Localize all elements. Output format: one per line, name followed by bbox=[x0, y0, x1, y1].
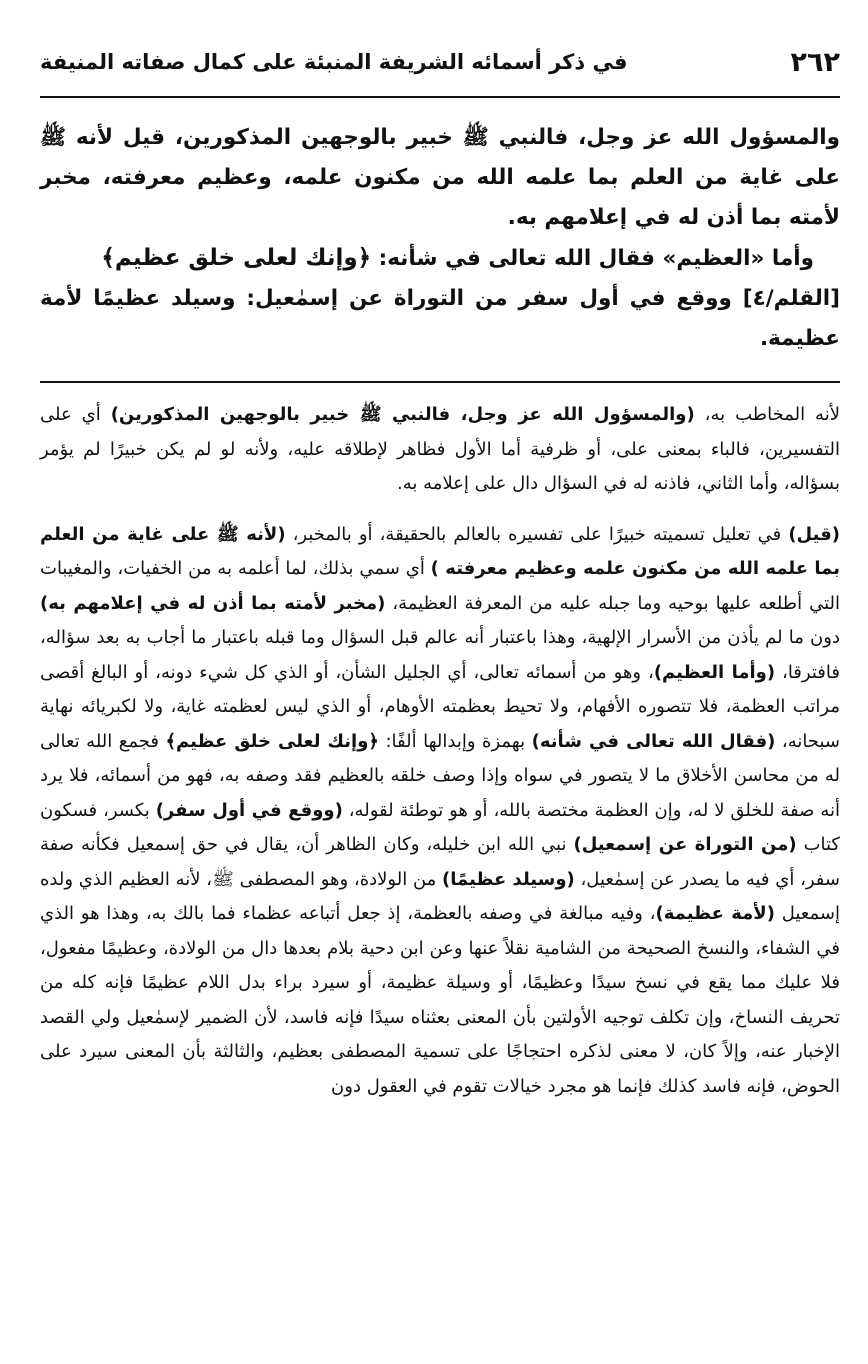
quoted-matn: (من التوراة عن إسمعيل) bbox=[573, 834, 797, 855]
commentary-text: لأنه المخاطب به، bbox=[694, 404, 840, 425]
commentary-block bbox=[40, 398, 840, 1104]
header-divider bbox=[40, 96, 840, 98]
quoted-matn: (ووقع في أول سفر) bbox=[155, 799, 343, 821]
quoted-matn: (لأنه ﷺ على غاية من العلم بما علمه الله من مكنون علمه وعظيم معرفته ) bbox=[40, 523, 841, 579]
quran-verse: ﴿وإنك لعلى خلق عظيم﴾ bbox=[101, 245, 372, 271]
main-paragraph-3: [القلم/٤] ووقع في أول سفر من التوراة عن إسمٰعيل: وسيلد عظيمًا لأمة عظيمة. bbox=[40, 286, 840, 351]
page-header bbox=[40, 36, 840, 88]
commentary-text: دون ما لم يأذن من الأسرار الإلهية، وهذا باعتبار أنه عالم قبل السؤال وما قبله باعتبار ما أجاب به بعد سؤاله، فافترقا، bbox=[40, 627, 840, 683]
commentary-text: ، وفيه مبالغة في وصفه بالعظمة، إذ جعل أتباعه عظماء فما بالك به، وهذا هو الذي في الشفاء، والنسخ الصحيحة من الشامية نقلاً عنها وعن ابن دحية بلام بعدها دال من الولادة، وعظيمًا مفعول، فلا عليك مما يقع في نسخ سيدًا وعظيمًا، أو وسيلة عظيمة، أو سيرد براء بدل اللام عظيمًا فإنه كله من تحريف النساخ، وإن تكلف توجيه الأولتين بأن المعنى بعثناه سيدًا فإنه فاسد، لأن الضمير لإسمٰعيل ولي القصد الإخبار عنه، وإلاً كان، لا معنى لذكره احتجاجًا على تسمية المصطفى بعظيم، والثالثة بأن المعنى سيرد على الحوض، فإنه فاسد كذلك فإنما هو مجرد خيالات تقوم في العقول دون bbox=[40, 903, 840, 1097]
commentary-text: أي سمي بذلك، لما أعلمه به من الخفيات، والمغيبات التي أطلعه عليها بوحيه وما جبله عليه من المعرفة العظيمة، bbox=[40, 558, 840, 614]
quoted-matn: (فقال الله تعالى في شأنه) bbox=[531, 730, 776, 752]
commentary-text: في تعليل تسميته خبيرًا على تفسيره بالعالم بالحقيقة، أو بالمخبر، bbox=[285, 523, 789, 545]
main-paragraph-1: والمسؤول الله عز وجل، فالنبي ﷺ خبير بالوجهين المذكورين، قيل لأنه ﷺ على غاية من العلم بما علمه الله من مكنون علمه، وعظيم معرفته، مخبر لأمته بما أذن له في إعلامهم به. bbox=[40, 125, 840, 230]
commentary-paragraph-2 bbox=[40, 518, 840, 1105]
page-number: ٢٦٢ bbox=[790, 46, 840, 78]
quoted-matn: (وأما العظيم) bbox=[653, 661, 776, 683]
main-paragraph-2-text: وأما «العظيم» فقال الله تعالى في شأنه: bbox=[371, 246, 814, 271]
quoted-matn: (وسيلد عظيمًا) bbox=[442, 868, 575, 890]
commentary-text: ، وهو من أسمائه تعالى، أي الجليل الشأن، أو الذي كل شيء دونه، أو البالغ أقصى مراتب العظمة، فلا تتصوره الأفهام، ولا تحيط بعظمته الأوهام، أو الذي ليس لعظمته غاية، ولا لكبريائه نهاية سبحانه، bbox=[40, 661, 840, 752]
commentary-paragraph-1 bbox=[40, 398, 840, 502]
commentary-divider bbox=[40, 381, 840, 383]
commentary-text: أي على التفسيرين، فالباء بمعنى على، أو ظرفية أما الأول فظاهر لإطلاقه عليه، ولأنه لو لم يكن خبيرًا لم يؤمر بسؤاله، وأما الثاني، فاذنه له في السؤال دال على إعلامه به. bbox=[40, 404, 840, 494]
commentary-text: بهمزة وإبدالها ألفًا: bbox=[378, 730, 532, 752]
commentary-text: نبي الله ابن خليله، وكان الظاهر أن، يقال في حق إسمعيل فكأنه صفة سفر، أي فيه ما يصدر عن إسمٰعيل، bbox=[40, 834, 840, 890]
running-title: في ذكر أسمائه الشريفة المنبئة على كمال صفاته المنيفة bbox=[40, 50, 628, 74]
main-paragraph-2 bbox=[40, 238, 840, 279]
quoted-matn: (والمسؤول الله عز وجل، فالنبي ﷺ خبير بالوجهين المذكورين) bbox=[110, 404, 695, 425]
quoted-matn: (مخبر لأمته بما أذن له في إعلامهم به) bbox=[40, 592, 386, 614]
quran-verse: ﴿وإنك لعلى خلق عظيم﴾ bbox=[165, 730, 379, 752]
quoted-matn: (قيل) bbox=[788, 523, 840, 545]
quoted-matn: (لأمة عظيمة) bbox=[655, 903, 775, 924]
commentary-text: من الولادة، وهو المصطفى ﷺ، لأنه العظيم الذي ولده إسمعيل bbox=[40, 868, 840, 924]
commentary-text: بكسر، فسكون كتاب bbox=[40, 799, 841, 855]
main-text-block bbox=[40, 118, 840, 359]
commentary-text: فجمع الله تعالى له من محاسن الأخلاق ما لا يتصور في سواه وإذا وصف خلقه بالعظيم فقد وصفه به، فهو من أسمائه، فلا يرد أنه صفة للخلق لا له، وإن العظمة مختصة بالله، أو هو توطئة لقوله، bbox=[40, 730, 840, 821]
